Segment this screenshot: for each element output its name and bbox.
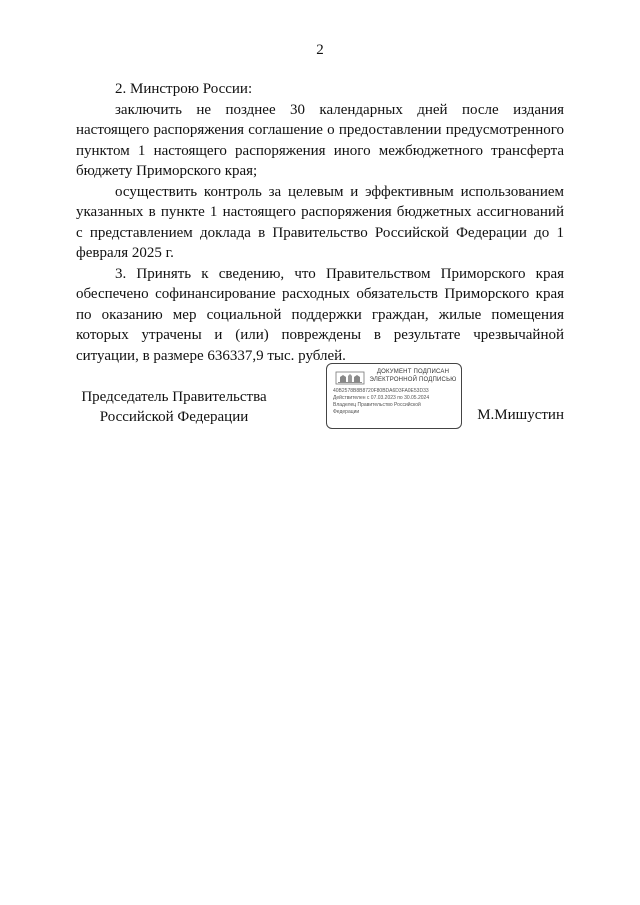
stamp-title-line2: ЭЛЕКТРОННОЙ ПОДПИСЬЮ — [369, 377, 457, 383]
stamp-details — [333, 388, 459, 416]
stamp-owner-line2: Федерации — [333, 409, 360, 415]
paragraph-item-3: 3. Принять к сведению, что Правительством Приморского края обеспечено софинансирование расходных обязательств Приморского края по оказанию мер социальной поддержки граждан, жилые помещения которых утрачены и (или) повреждены в результате чрезвычайной ситуации, в размере 636337,9 тыс. рублей. — [76, 265, 564, 364]
document-body — [76, 79, 564, 366]
signatory-position — [78, 387, 270, 427]
stamp-certificate: 40B2578B8B8720F80BDA6D3FA0E53D33 — [333, 388, 429, 394]
signatory-position-line2: Российской Федерации — [99, 409, 249, 425]
page-number: 2 — [316, 42, 324, 58]
paragraph-conclude-agreement: заключить не позднее 30 календарных дней после издания настоящего распоряжения соглашение о предоставлении предусмотренного пунктом 1 настоящего распоряжения иного межбюджетного трансферта бюджету Приморского края; — [76, 101, 564, 179]
stamp-title-line1: ДОКУМЕНТ ПОДПИСАН — [376, 369, 450, 375]
paragraph-exercise-control: осуществить контроль за целевым и эффективным использованием указанных в пункте 1 настоящего распоряжения бюджетных ассигнований с представлением доклада в Правительство Российской Федерации до 1 февраля 2025 г. — [76, 183, 564, 261]
signatory-position-line1: Председатель Правительства — [81, 389, 267, 405]
stamp-validity: Действителен с 07.03.2023 по 30.05.2024 — [333, 395, 430, 401]
electronic-signature-stamp — [326, 363, 462, 429]
signatory-name: М.Мишустин — [477, 407, 564, 423]
paragraph-item-2: 2. Минстрою России: — [115, 81, 253, 97]
stamp-title — [367, 368, 459, 384]
stamp-owner-line1: Владелец Правительство Российской — [333, 402, 421, 408]
coat-of-arms-icon — [335, 371, 365, 385]
